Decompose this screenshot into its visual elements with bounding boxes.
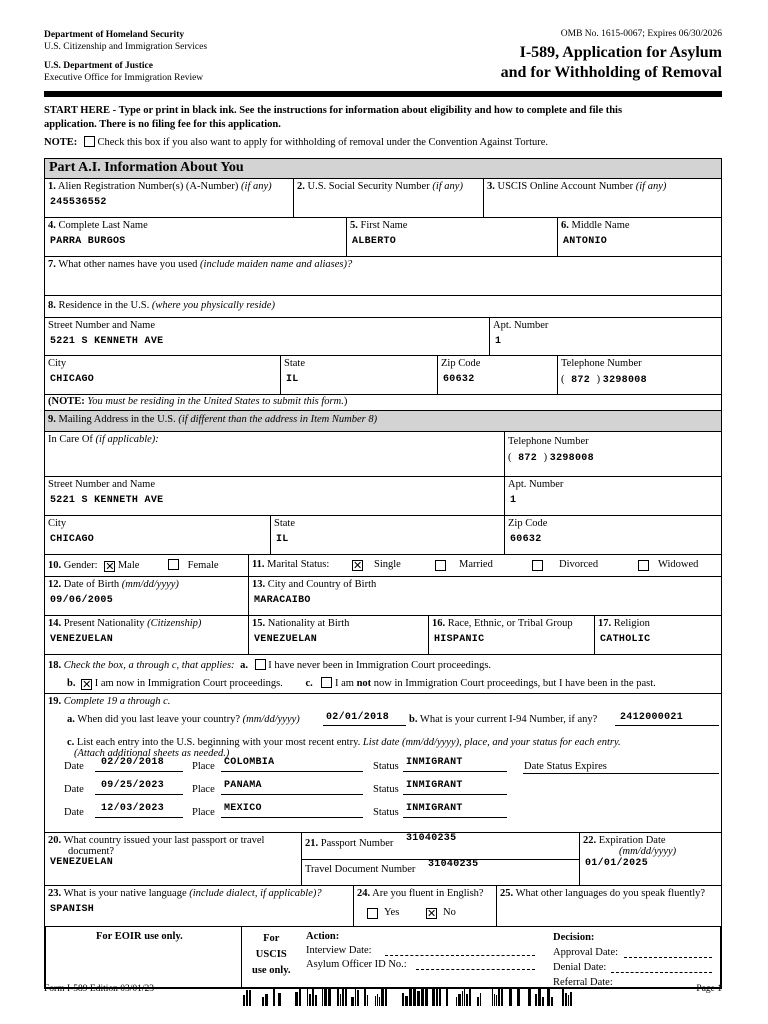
entry-place: COLOMBIA <box>224 757 275 768</box>
court-now-checkbox[interactable]: ✕ <box>82 678 92 691</box>
office-use-box <box>44 927 722 989</box>
gender-female-checkbox[interactable] <box>168 559 179 570</box>
court-past-checkbox[interactable] <box>321 677 332 688</box>
entry-place: MEXICO <box>224 803 262 814</box>
ethnic-group-field[interactable]: 16. Race, Ethnic, or Tribal Group HISPANIC <box>429 616 595 654</box>
residence-city-field[interactable]: City CHICAGO <box>45 356 281 394</box>
row-ids <box>44 179 722 218</box>
entry-status-label: Status <box>373 761 399 772</box>
a-number-field[interactable]: 1. Alien Registration Number(s) (A-Number) (if any) 245536552 <box>45 179 294 217</box>
uscis-account-field[interactable]: 3. USCIS Online Account Number (if any) <box>487 181 667 192</box>
marital-widowed-checkbox[interactable] <box>638 560 649 571</box>
last-name-field[interactable]: 4. Complete Last Name PARRA BURGOS <box>45 218 347 256</box>
status-expires-line[interactable] <box>523 773 719 774</box>
english-no-checkbox[interactable]: ✕ <box>427 907 437 920</box>
nationality-birth-field[interactable]: 15. Nationality at Birth VENEZUELAN <box>249 616 429 654</box>
mailing-apt-field[interactable]: Apt. Number 1 <box>508 479 564 506</box>
section-header <box>44 158 722 179</box>
residence-street-field[interactable]: Street Number and Name 5221 S KENNETH AVE <box>45 318 490 355</box>
footer-form-edition: Form I-589 Edition 03/01/23 <box>44 984 155 994</box>
entry-status: INMIGRANT <box>406 780 463 791</box>
agency-doj: U.S. Department of Justice <box>44 61 153 71</box>
residence-phone-field[interactable]: Telephone Number ( 872 ) 3298008 <box>561 358 647 386</box>
officer-id-line[interactable] <box>416 969 535 970</box>
denial-date-line[interactable] <box>611 972 712 973</box>
row-passport <box>44 833 722 886</box>
row-names <box>44 218 722 257</box>
entry-status-label: Status <box>373 784 399 795</box>
entry-status-line[interactable] <box>403 817 507 818</box>
entry-status-line[interactable] <box>403 794 507 795</box>
gender-group: 10. Gender: ✕ Male Female <box>45 555 249 576</box>
footer-page-number: Page 1 <box>696 984 722 994</box>
gender-male-checkbox[interactable]: ✕ <box>105 560 115 573</box>
entry-status: INMIGRANT <box>406 803 463 814</box>
entry-place-line[interactable] <box>221 817 363 818</box>
entry-date-line[interactable] <box>95 771 183 772</box>
mailing-phone-field[interactable]: Telephone Number ( 872 ) 3298008 <box>508 436 594 464</box>
mailing-street-field[interactable]: Street Number and Name 5221 S KENNETH AVE <box>45 477 505 515</box>
mailing-city-field[interactable]: City CHICAGO <box>45 516 271 554</box>
marital-group: 11. Marital Status: ✕ Single Married Divorced Widowed <box>252 559 699 572</box>
other-languages-field[interactable]: 25. What other languages do you speak fluently? <box>500 888 706 899</box>
other-names-field[interactable]: 7. What other names have you used (include maiden name and aliases)? <box>44 257 722 296</box>
eoir-use-only: For EOIR use only. <box>46 927 242 987</box>
a-number-value: 245536552 <box>50 197 107 208</box>
entry-date: 09/25/2023 <box>101 780 165 791</box>
residence-header: 8. Residence in the U.S. (where you physically reside) <box>44 296 722 318</box>
dob-field[interactable]: 12. Date of Birth (mm/dd/yyyy) 09/06/2005 <box>45 577 249 615</box>
mailing-zip-field[interactable]: Zip Code 60632 <box>508 518 548 545</box>
row-residence-street <box>44 318 722 356</box>
native-language-field[interactable]: 23. What is your native language (include dialect, if applicable)? SPANISH <box>45 886 354 926</box>
last-leave-date: 02/01/2018 <box>326 712 390 723</box>
residence-apt-field[interactable]: Apt. Number 1 <box>493 320 549 347</box>
form-title-line1: I-589, Application for Asylum <box>519 44 722 61</box>
barcode <box>243 988 575 1006</box>
entry-date-label: Date <box>64 784 84 795</box>
section-title: Part A.I. Information About You <box>49 160 244 175</box>
residence-note: (NOTE: You must be residing in the United States to submit this form.) <box>44 395 722 411</box>
row-mailing-city <box>44 516 722 555</box>
entry-history-group: 19. Complete 19 a through c. a. When did you last leave your country? (mm/dd/yyyy) 02/01/2018 b. What is your current I-94 Number, if any? 2412000021 c. List each entry into the U.S. beginning with your most recent entry. List date (mm/dd/yyyy), place, and your status for each entry. (Attach additional sheets as needed.) Date 02/20/2018 Place COLOMBIA Status INMIGRANT Date 09/25/2023 Place PANAMA Status INMIGRANT Date 12/03/2023 Place MEXICO Status INMIGRANT Date Status Expires <box>44 694 722 833</box>
last-name-value: PARRA BURGOS <box>50 236 126 247</box>
entry-place-label: Place <box>192 807 215 818</box>
entry-date-line[interactable] <box>95 794 183 795</box>
form-title-line2: and for Withholding of Removal <box>500 64 722 81</box>
approval-date-line[interactable] <box>624 957 712 958</box>
cat-note: NOTE: Check this box if you also want to apply for withholding of removal under the Convention Against Torture. <box>44 137 549 148</box>
entry-date-line[interactable] <box>95 817 183 818</box>
part-a1-form <box>44 158 722 989</box>
uscis-use-only: For USCIS use only. Action: Interview Date: Asylum Officer ID No.: Decision: Approval Date: Denial Date: Referral Date: <box>242 927 722 987</box>
entry-place-line[interactable] <box>221 794 363 795</box>
omb-number: OMB No. 1615-0067; Expires 06/30/2026 <box>560 29 722 39</box>
birthplace-field[interactable]: 13. City and Country of Birth MARACAIBO <box>252 579 377 606</box>
middle-name-value: ANTONIO <box>563 236 608 247</box>
row-mailing-street <box>44 477 722 516</box>
entry-place-label: Place <box>192 784 215 795</box>
passport-number-field[interactable]: 21. Passport Number 31040235 <box>302 833 579 860</box>
court-proceedings-group: 18. Check the box, a through c, that applies: a. I have never been in Immigration Court proceedings. b. ✕ I am now in Immigration Court proceedings. c. I am not now in Immigration Court proceedings, but I have been in the past. <box>44 655 722 694</box>
entry-date: 12/03/2023 <box>101 803 165 814</box>
passport-country-field[interactable]: 20. What country issued your last passport or travel document? VENEZUELAN <box>45 833 302 885</box>
marital-married-checkbox[interactable] <box>435 560 446 571</box>
expiration-date-field[interactable]: 22. Expiration Date (mm/dd/yyyy) 01/01/2025 <box>583 835 677 869</box>
mailing-state-field[interactable]: State IL <box>271 516 505 554</box>
passport-number-group <box>302 833 580 885</box>
start-here-instructions: START HERE - Type or print in black ink. See the instructions for information about eligibility and how to complete and file this application. There is no filing fee for this application. <box>44 105 623 130</box>
care-of-field[interactable]: In Care Of (if applicable): <box>45 432 505 476</box>
first-name-value: ALBERTO <box>352 236 397 247</box>
row-birth <box>44 577 722 616</box>
entry-status-line[interactable] <box>403 771 507 772</box>
agency-uscis: U.S. Citizenship and Immigration Services <box>44 42 208 52</box>
ssn-field[interactable]: 2. U.S. Social Security Number (if any) <box>294 179 484 217</box>
entry-date-label: Date <box>64 807 84 818</box>
entry-date-label: Date <box>64 761 84 772</box>
mailing-header: 9. Mailing Address in the U.S. (if different than the address in Item Number 8) <box>44 411 722 432</box>
entry-place-line[interactable] <box>221 771 363 772</box>
court-never-checkbox[interactable] <box>255 659 266 670</box>
header-rule <box>44 91 722 97</box>
english-fluency-group: 24. Are you fluent in English? Yes ✕ No <box>354 886 497 926</box>
agency-dhs: Department of Homeland Security <box>44 30 185 40</box>
i94-number: 2412000021 <box>620 712 684 723</box>
status-expires-label: Date Status Expires <box>524 761 607 772</box>
marital-divorced-checkbox[interactable] <box>532 560 543 571</box>
first-name-field[interactable]: 5. First Name ALBERTO <box>347 218 558 256</box>
row-residence-city <box>44 356 722 395</box>
entry-place: PANAMA <box>224 780 262 791</box>
cat-checkbox[interactable] <box>84 136 95 147</box>
row-language <box>44 886 722 927</box>
nationality-field[interactable]: 14. Present Nationality (Citizenship) VENEZUELAN <box>45 616 249 654</box>
marital-single-checkbox[interactable]: ✕ <box>353 559 363 572</box>
entry-place-label: Place <box>192 761 215 772</box>
english-yes-checkbox[interactable] <box>367 908 378 919</box>
entry-status: INMIGRANT <box>406 757 463 768</box>
interview-date-line[interactable] <box>385 955 535 956</box>
agency-eoir: Executive Office for Immigration Review <box>44 73 204 83</box>
row-mailing-careof <box>44 432 722 477</box>
row-nationality <box>44 616 722 655</box>
religion-field[interactable]: 17. Religion CATHOLIC <box>598 618 651 645</box>
entry-status-label: Status <box>373 807 399 818</box>
row-gender-marital <box>44 555 722 577</box>
residence-state-field[interactable]: State IL <box>281 356 438 394</box>
entry-date: 02/20/2018 <box>101 757 165 768</box>
travel-document-field[interactable]: Travel Document Number 31040235 <box>305 859 479 875</box>
residence-zip-field[interactable]: Zip Code 60632 <box>438 356 558 394</box>
middle-name-field[interactable]: 6. Middle Name ANTONIO <box>561 220 630 247</box>
